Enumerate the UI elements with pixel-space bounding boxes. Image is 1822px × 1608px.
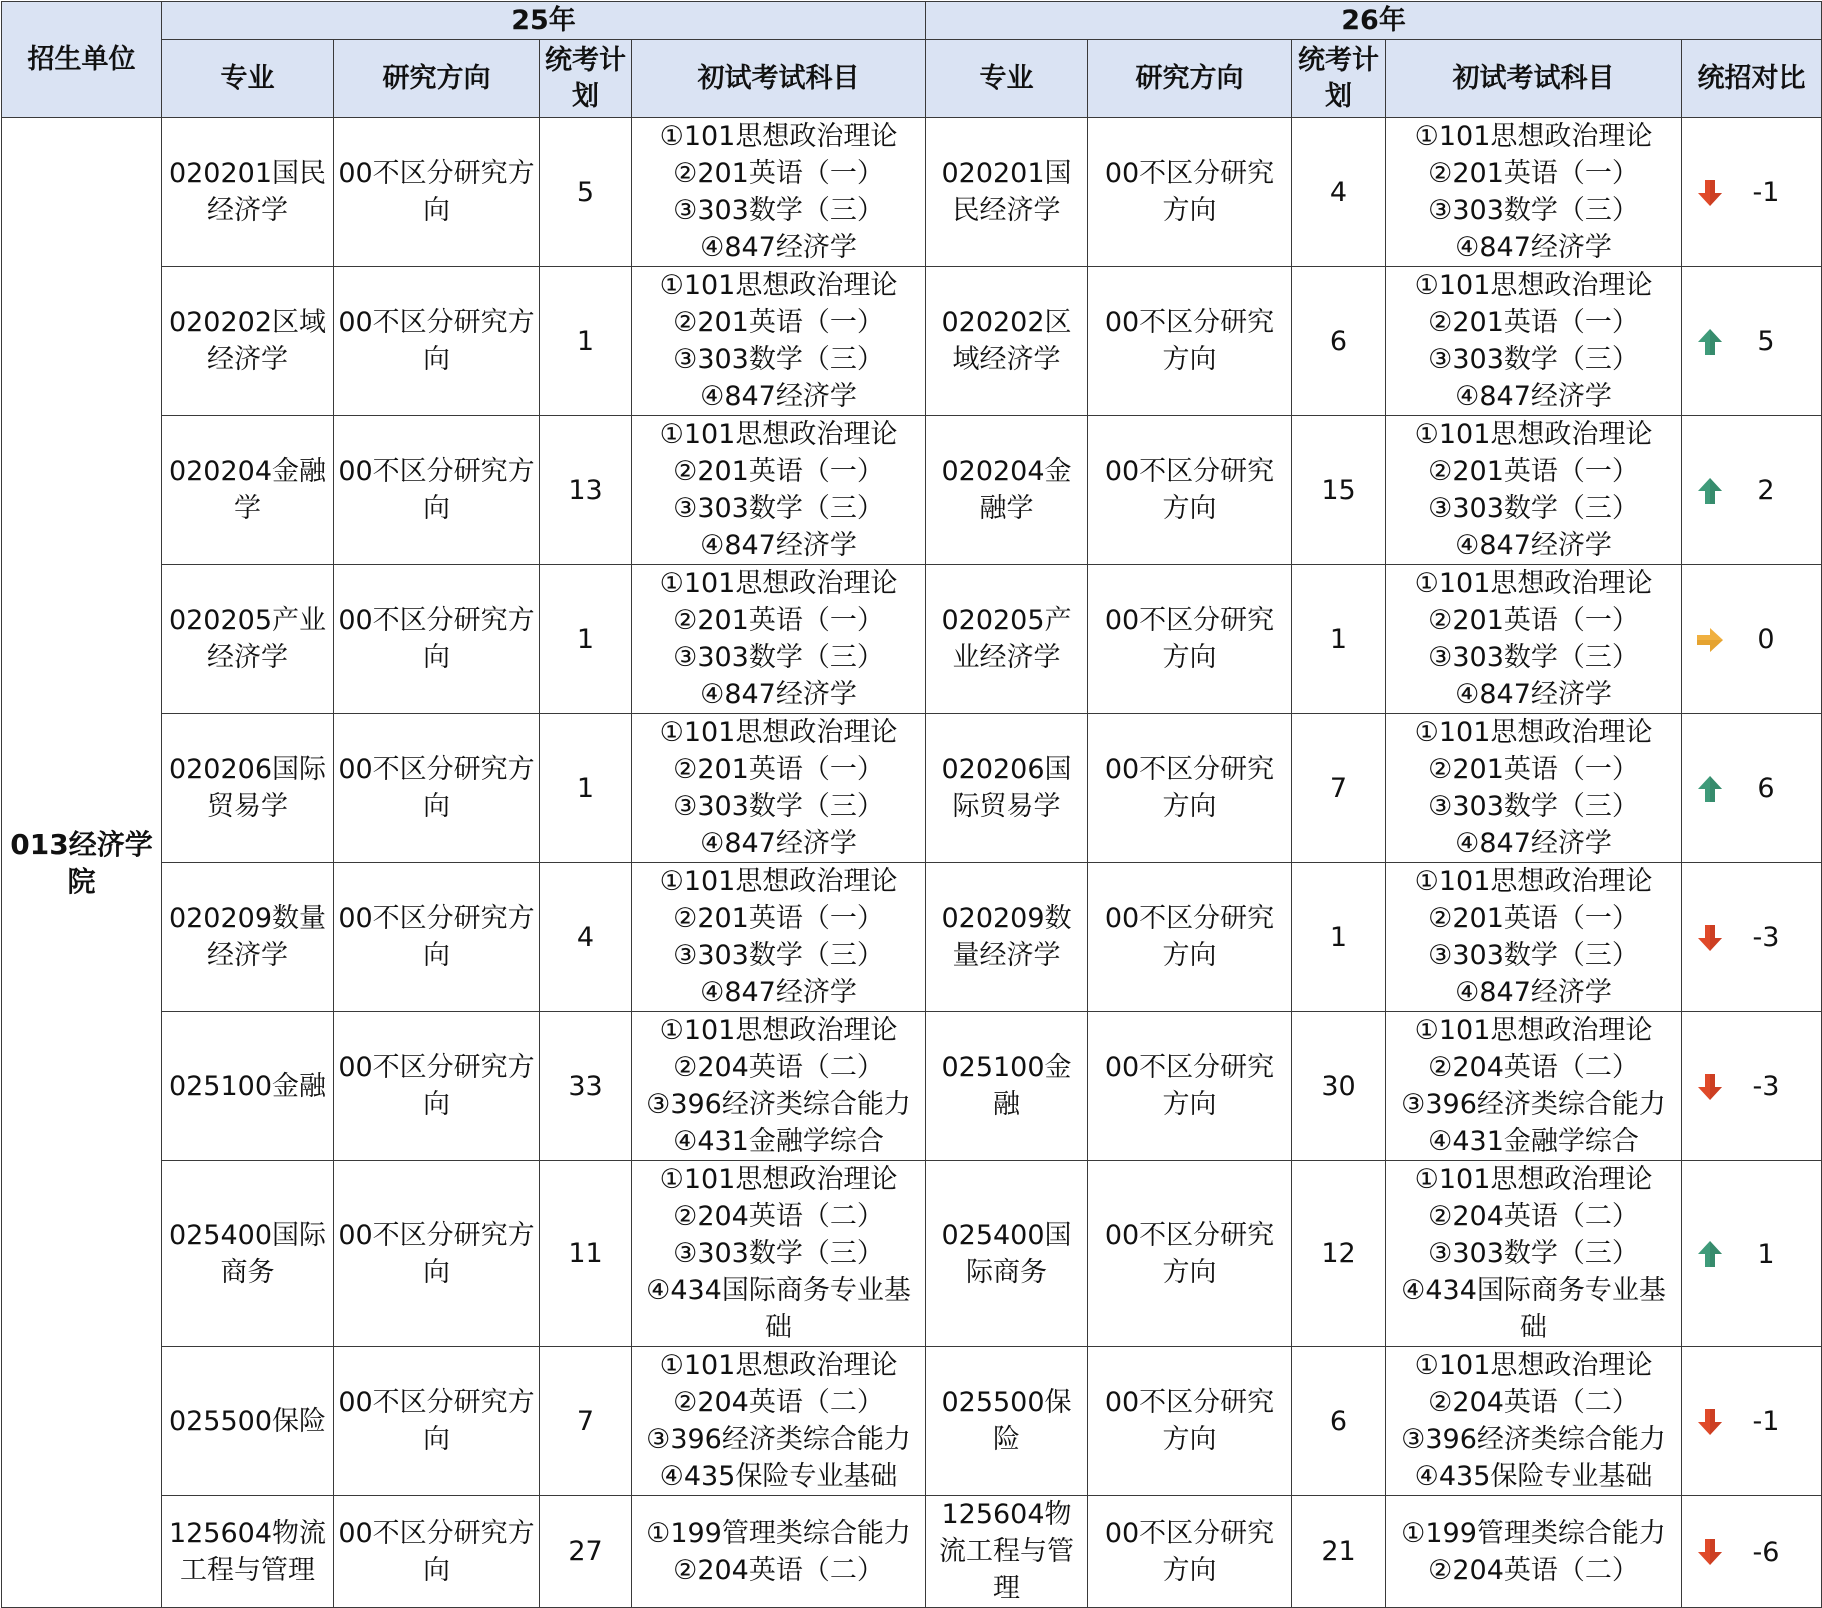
subject-line: 础: [765, 1312, 792, 1343]
table-row: [2, 1347, 1822, 1496]
plan-a: 7: [540, 1347, 632, 1496]
direction-b: 00不区分研究方向: [1088, 1496, 1292, 1608]
compare-value: -3: [1752, 1071, 1780, 1102]
compare-value: -1: [1752, 177, 1780, 208]
table-row: [2, 416, 1822, 565]
subject-line: ④847经济学: [700, 232, 857, 263]
arrow-right-icon: [1694, 624, 1726, 656]
subjects-b: [1386, 267, 1682, 416]
subjects-a: [632, 565, 926, 714]
subjects-a: [632, 1496, 926, 1608]
subjects-b: [1386, 1012, 1682, 1161]
subject-line: ②201英语（一）: [673, 307, 884, 338]
direction-b: 00不区分研究方向: [1088, 863, 1292, 1012]
subject-line: ②201英语（一）: [1428, 754, 1639, 785]
subject-line: ②201英语（一）: [673, 903, 884, 934]
subjects-a: [632, 416, 926, 565]
plan-b: 21: [1292, 1496, 1386, 1608]
compare-cell: [1682, 416, 1822, 565]
compare-cell: [1682, 1012, 1822, 1161]
subjects-b: [1386, 118, 1682, 267]
plan-a: 1: [540, 565, 632, 714]
subject-line: ③303数学（三）: [1428, 493, 1639, 524]
subject-line: ①199管理类综合能力: [1401, 1517, 1666, 1549]
header-major-b: 专业: [926, 40, 1088, 118]
header-direction-a: 研究方向: [334, 40, 540, 118]
arrow-down-icon: [1694, 1071, 1726, 1103]
direction-a: 00不区分研究方向: [334, 714, 540, 863]
subject-line: ①101思想政治理论: [1414, 1164, 1653, 1195]
arrow-up-icon: [1694, 1238, 1726, 1270]
subject-line: ②204英语（二）: [673, 1554, 884, 1586]
plan-b: 6: [1292, 1347, 1386, 1496]
header-year-a: 25年: [162, 2, 926, 40]
major-a: 025100金融: [162, 1012, 334, 1161]
plan-a: 33: [540, 1012, 632, 1161]
subject-line: ④847经济学: [700, 381, 857, 412]
major-b: 020201国民经济学: [926, 118, 1088, 267]
table-row: [2, 565, 1822, 714]
plan-b: 1: [1292, 863, 1386, 1012]
subject-line: ①101思想政治理论: [1414, 568, 1653, 599]
subject-line: ②204英语（二）: [1428, 1052, 1639, 1083]
subjects-a: [632, 714, 926, 863]
major-b: 020209数量经济学: [926, 863, 1088, 1012]
subject-line: ①101思想政治理论: [659, 866, 898, 897]
major-a: 020201国民经济学: [162, 118, 334, 267]
subject-line: ④435保险专业基础: [1414, 1461, 1653, 1492]
direction-a: 00不区分研究方向: [334, 118, 540, 267]
direction-b: 00不区分研究方向: [1088, 1012, 1292, 1161]
subject-line: ③303数学（三）: [1428, 344, 1639, 375]
subject-line: ④847经济学: [700, 679, 857, 710]
arrow-down-icon: [1694, 1536, 1726, 1568]
compare-value: 0: [1757, 624, 1775, 655]
subject-line: ②204英语（二）: [673, 1052, 884, 1083]
arrow-up-icon: [1694, 773, 1726, 805]
compare-cell: [1682, 565, 1822, 714]
subject-line: ③303数学（三）: [1428, 642, 1639, 673]
major-b: 025500保险: [926, 1347, 1088, 1496]
subject-line: ①101思想政治理论: [1414, 866, 1653, 897]
plan-b: 30: [1292, 1012, 1386, 1161]
subject-line: ①101思想政治理论: [1414, 1015, 1653, 1046]
subject-line: 础: [1520, 1312, 1548, 1343]
plan-b: 7: [1292, 714, 1386, 863]
subjects-a: [632, 863, 926, 1012]
subject-line: ①101思想政治理论: [1414, 1350, 1653, 1381]
subjects-a: [632, 1161, 926, 1347]
major-b: 025400国际商务: [926, 1161, 1088, 1347]
compare-cell: [1682, 714, 1822, 863]
subjects-b: [1386, 863, 1682, 1012]
subject-line: ③396经济类综合能力: [646, 1424, 911, 1455]
header-compare: 统招对比: [1682, 40, 1822, 118]
subject-line: ④434国际商务专业基: [646, 1275, 911, 1306]
plan-a: 5: [540, 118, 632, 267]
compare-value: -1: [1752, 1406, 1780, 1437]
plan-a: 11: [540, 1161, 632, 1347]
subject-line: ②204英语（二）: [1428, 1387, 1639, 1418]
direction-b: 00不区分研究方向: [1088, 714, 1292, 863]
subject-line: ①101思想政治理论: [1414, 717, 1653, 748]
subject-line: ②201英语（一）: [1428, 158, 1639, 189]
subject-line: ②201英语（一）: [673, 754, 884, 785]
compare-cell: [1682, 1496, 1822, 1608]
major-a: 020204金融学: [162, 416, 334, 565]
subject-line: ①101思想政治理论: [659, 1015, 898, 1046]
major-b: 020205产业经济学: [926, 565, 1088, 714]
compare-cell: [1682, 118, 1822, 267]
subject-line: ③303数学（三）: [673, 493, 884, 524]
plan-a: 27: [540, 1496, 632, 1608]
compare-value: 1: [1757, 1238, 1775, 1270]
header-plan-b: 统考计划: [1292, 40, 1386, 118]
subject-line: ③303数学（三）: [1428, 195, 1639, 226]
subject-line: ①101思想政治理论: [659, 121, 898, 152]
subject-line: ②201英语（一）: [1428, 903, 1639, 934]
major-a: 025500保险: [162, 1347, 334, 1496]
major-b: 020206国际贸易学: [926, 714, 1088, 863]
subject-line: ①101思想政治理论: [659, 270, 898, 301]
subject-line: ③396经济类综合能力: [1401, 1424, 1666, 1455]
arrow-down-icon: [1694, 1406, 1726, 1438]
direction-a: 00不区分研究方向: [334, 1012, 540, 1161]
plan-b: 12: [1292, 1161, 1386, 1347]
header-subjects-a: 初试考试科目: [632, 40, 926, 118]
table-row: [2, 118, 1822, 267]
subject-line: ③396经济类综合能力: [646, 1089, 911, 1120]
subjects-a: [632, 118, 926, 267]
table-row: [2, 714, 1822, 863]
arrow-up-icon: [1694, 326, 1726, 358]
subject-line: ④431金融学综合: [673, 1126, 884, 1157]
subject-line: ④847经济学: [1455, 232, 1612, 263]
subject-line: ③303数学（三）: [1428, 940, 1639, 971]
direction-a: 00不区分研究方向: [334, 1496, 540, 1608]
compare-cell: [1682, 267, 1822, 416]
subjects-a: [632, 1347, 926, 1496]
subject-line: ②204英语（二）: [673, 1387, 884, 1418]
plan-b: 1: [1292, 565, 1386, 714]
subjects-a: [632, 1012, 926, 1161]
major-a: 020202区域经济学: [162, 267, 334, 416]
subject-line: ②201英语（一）: [673, 158, 884, 189]
major-a: 020205产业经济学: [162, 565, 334, 714]
plan-b: 15: [1292, 416, 1386, 565]
direction-a: 00不区分研究方向: [334, 565, 540, 714]
major-b: 025100金融: [926, 1012, 1088, 1161]
subject-line: ①199管理类综合能力: [646, 1517, 911, 1549]
subject-line: ①101思想政治理论: [1414, 121, 1653, 152]
subject-line: ②201英语（一）: [1428, 456, 1639, 487]
arrow-down-icon: [1694, 922, 1726, 954]
subject-line: ③303数学（三）: [673, 940, 884, 971]
header-dept: 招生单位: [2, 2, 162, 118]
plan-a: 1: [540, 267, 632, 416]
subject-line: ④847经济学: [700, 828, 857, 859]
subject-line: ③303数学（三）: [673, 344, 884, 375]
direction-a: 00不区分研究方向: [334, 267, 540, 416]
subjects-b: [1386, 565, 1682, 714]
subject-line: ④847经济学: [1455, 828, 1612, 859]
direction-b: 00不区分研究方向: [1088, 1161, 1292, 1347]
direction-a: 00不区分研究方向: [334, 416, 540, 565]
subject-line: ②201英语（一）: [1428, 605, 1639, 636]
compare-value: -6: [1752, 1536, 1780, 1568]
subject-line: ④847经济学: [1455, 381, 1612, 412]
direction-a: 00不区分研究方向: [334, 1347, 540, 1496]
major-a: 020206国际贸易学: [162, 714, 334, 863]
subjects-b: [1386, 416, 1682, 565]
subjects-b: [1386, 1161, 1682, 1347]
major-b: 125604物流工程与管理: [926, 1496, 1088, 1608]
subject-line: ③303数学（三）: [673, 1238, 884, 1269]
subject-line: ①101思想政治理论: [659, 1164, 898, 1195]
major-a: 025400国际商务: [162, 1161, 334, 1347]
direction-a: 00不区分研究方向: [334, 1161, 540, 1347]
subject-line: ③303数学（三）: [1428, 791, 1639, 822]
plan-a: 4: [540, 863, 632, 1012]
major-b: 020204金融学: [926, 416, 1088, 565]
compare-cell: [1682, 863, 1822, 1012]
arrow-up-icon: [1694, 475, 1726, 507]
subject-line: ②201英语（一）: [673, 605, 884, 636]
table-row: [2, 1012, 1822, 1161]
compare-cell: [1682, 1161, 1822, 1347]
subject-line: ④847经济学: [1455, 530, 1612, 561]
subject-line: ①101思想政治理论: [659, 568, 898, 599]
compare-value: 6: [1757, 773, 1775, 804]
subject-line: ①101思想政治理论: [1414, 419, 1653, 450]
plan-a: 1: [540, 714, 632, 863]
subject-line: ④847经济学: [1455, 977, 1612, 1008]
header-year-b: 26年: [926, 2, 1822, 40]
subject-line: ④847经济学: [700, 977, 857, 1008]
compare-value: 2: [1757, 475, 1775, 506]
subject-line: ①101思想政治理论: [659, 717, 898, 748]
subjects-b: [1386, 714, 1682, 863]
subject-line: ②204英语（二）: [1428, 1201, 1639, 1232]
plan-a: 13: [540, 416, 632, 565]
arrow-down-icon: [1694, 177, 1726, 209]
subject-line: ④847经济学: [700, 530, 857, 561]
direction-b: 00不区分研究方向: [1088, 565, 1292, 714]
header-major-a: 专业: [162, 40, 334, 118]
direction-b: 00不区分研究方向: [1088, 118, 1292, 267]
subject-line: ②204英语（二）: [673, 1201, 884, 1232]
major-a: 020209数量经济学: [162, 863, 334, 1012]
subject-line: ④847经济学: [1455, 679, 1612, 710]
subject-line: ③396经济类综合能力: [1401, 1089, 1666, 1120]
department-cell: 013经济学院: [2, 118, 162, 1608]
subject-line: ④435保险专业基础: [659, 1461, 898, 1492]
compare-cell: [1682, 1347, 1822, 1496]
table-row: [2, 863, 1822, 1012]
direction-b: 00不区分研究方向: [1088, 1347, 1292, 1496]
compare-value: 5: [1757, 326, 1775, 357]
subject-line: ①101思想政治理论: [659, 1350, 898, 1381]
major-b: 020202区域经济学: [926, 267, 1088, 416]
subject-line: ③303数学（三）: [673, 642, 884, 673]
plan-b: 6: [1292, 267, 1386, 416]
subject-line: ④431金融学综合: [1428, 1126, 1639, 1157]
subject-line: ②201英语（一）: [1428, 307, 1639, 338]
subject-line: ③303数学（三）: [1428, 1238, 1639, 1269]
header-plan-a: 统考计划: [540, 40, 632, 118]
subjects-b: [1386, 1496, 1682, 1608]
direction-a: 00不区分研究方向: [334, 863, 540, 1012]
subject-line: ①101思想政治理论: [1414, 270, 1653, 301]
subjects-b: [1386, 1347, 1682, 1496]
table-row: [2, 267, 1822, 416]
admission-table: [1, 1, 1822, 1608]
table-body: [2, 118, 1822, 1608]
header-direction-b: 研究方向: [1088, 40, 1292, 118]
header-subjects-b: 初试考试科目: [1386, 40, 1682, 118]
compare-value: -3: [1752, 922, 1780, 953]
direction-b: 00不区分研究方向: [1088, 416, 1292, 565]
direction-b: 00不区分研究方向: [1088, 267, 1292, 416]
subject-line: ③303数学（三）: [673, 791, 884, 822]
table-row: [2, 1161, 1822, 1347]
subject-line: ①101思想政治理论: [659, 419, 898, 450]
subject-line: ②204英语（二）: [1428, 1554, 1639, 1586]
subjects-a: [632, 267, 926, 416]
subject-line: ④434国际商务专业基: [1401, 1275, 1666, 1306]
table-row: [2, 1496, 1822, 1608]
major-a: 125604物流工程与管理: [162, 1496, 334, 1608]
subject-line: ②201英语（一）: [673, 456, 884, 487]
plan-b: 4: [1292, 118, 1386, 267]
subject-line: ③303数学（三）: [673, 195, 884, 226]
